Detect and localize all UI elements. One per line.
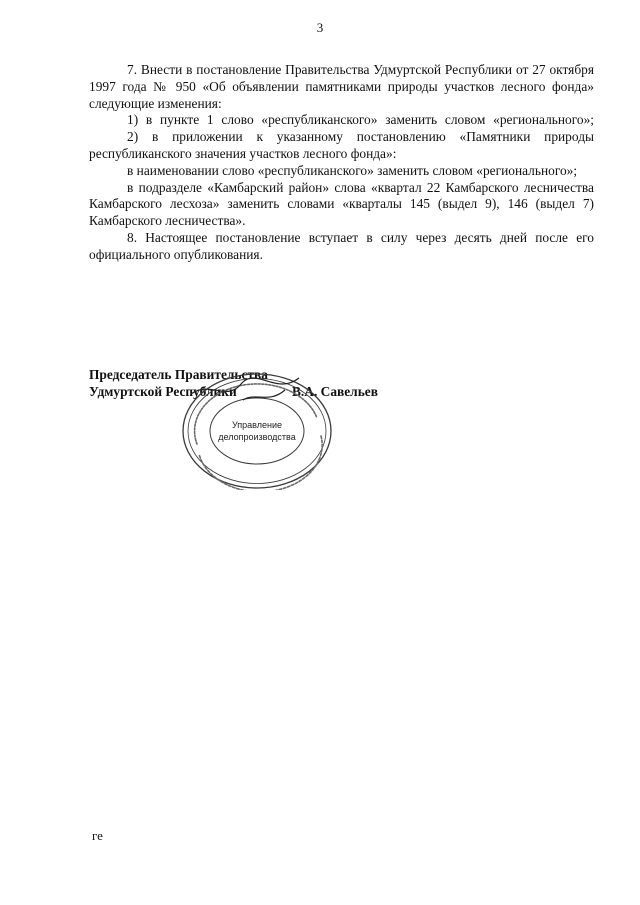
page-number: 3 (316, 20, 324, 35)
signatory-name: В.А. Савельев (292, 384, 378, 399)
stamp-center-line-1: Управление (231, 420, 283, 430)
paragraph-7-item-1: 1) в пункте 1 слово «республиканского» заменить словом «регионального»; (127, 112, 594, 128)
paragraph-7-item-2-b: в подразделе «Камбарский район» слова «квартал 22 Камбарского лесничества Камбарского лесхоза» заменить словами «кварталы 145 (выдел 9), 146 (выдел 7) Камбарского лесничества». (89, 179, 594, 229)
paragraph-7: 7. Внести в постановление Правительства Удмуртской Республики от 27 октября 1997 года № 950 «Об объявлении памятниками природы участков лесного фонда» следующие изменения: (89, 62, 594, 111)
signatory-title-line-2: Удмуртской Республики (89, 384, 237, 399)
stamp-center-line-2: делопроизводства (218, 432, 296, 442)
footer-mark: ге (92, 828, 103, 843)
paragraph-7-item-2-a: в наименовании слово «республиканского» заменить словом «регионального»; (127, 162, 578, 178)
official-seal-stamp (181, 372, 333, 490)
document-body (89, 62, 594, 264)
handwritten-signature (191, 378, 299, 400)
paragraph-8: 8. Настоящее постановление вступает в силу через десять дней после его официального опубликования. (89, 229, 594, 262)
paragraph-7-item-2: 2) в приложении к указанному постановлению «Памятники природы республиканского значения участков лесного фонда»: (89, 129, 594, 161)
signatory-title-line-1: Председатель Правительства (89, 367, 268, 382)
